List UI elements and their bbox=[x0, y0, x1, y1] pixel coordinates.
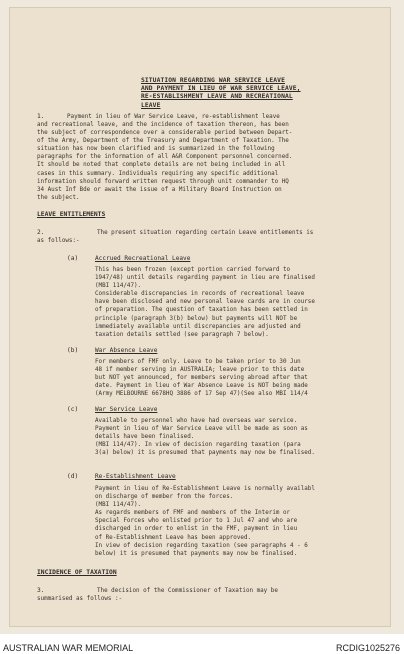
paragraph-number: 3. bbox=[37, 587, 45, 594]
section-body bbox=[95, 417, 315, 457]
paragraph-line: cases in this summary. Individuals requiring any specific additional bbox=[37, 170, 279, 177]
section-heading: Re-Establishment Leave bbox=[95, 473, 176, 480]
section-line: (MBI 114/47). bbox=[95, 283, 142, 290]
section-letter: (c) bbox=[67, 406, 79, 413]
title-line: AND PAYMENT IN LIEU OF WAR SERVICE LEAVE, bbox=[141, 85, 301, 93]
section-line: 3(a) below) it is presumed that payments may now be finalised. bbox=[95, 450, 315, 457]
paragraph-line: situation has now been clarified and is summarized in the following bbox=[37, 146, 275, 153]
section-line: In view of decision regarding taxation (see paragraphs 4 - 6 bbox=[95, 542, 308, 549]
document-page bbox=[9, 7, 391, 627]
section-heading: War Service Leave bbox=[95, 406, 158, 413]
section-line: immediately available until discrepancies are adjusted and bbox=[95, 323, 301, 330]
section-line: Considerable discrepancies in records of recreational leave bbox=[95, 291, 305, 298]
section-body bbox=[95, 266, 315, 339]
section-heading: War Absence Leave bbox=[95, 347, 158, 354]
section-letter: (b) bbox=[67, 347, 79, 354]
archive-footer bbox=[0, 634, 404, 654]
section-line: (MBI 114/47). In view of decision regarding taxation (para bbox=[95, 442, 301, 449]
section-line: but NOT yet announced, for members serving abroad after that bbox=[95, 375, 308, 382]
paragraph-3-second-line: summarised as follows :- bbox=[37, 596, 123, 602]
paragraph-line: It should be noted that complete details are not being included in all bbox=[37, 162, 286, 169]
paragraph-number: 1. bbox=[37, 113, 45, 120]
section-line: Payment in lieu of Re-Establishment Leave is normally availabl bbox=[95, 486, 315, 492]
section-line: Available to personnel who have had overseas war service. bbox=[95, 418, 298, 424]
paragraph-1-body bbox=[37, 121, 292, 202]
paragraph-line: the subject. bbox=[37, 194, 80, 201]
section-line: Payment in lieu of War Service Leave will be made as soon as bbox=[95, 426, 308, 433]
section-body bbox=[95, 358, 308, 398]
paragraph-1 bbox=[67, 113, 280, 121]
section-line: (Army MELBOURNE 6678HQ 3886 of 17 Sep 47)(See also MBI 114/4 bbox=[95, 391, 308, 398]
section-line: 48 if member serving in AUSTRALIA; leave prior to this date bbox=[95, 367, 305, 374]
section-line: As regards members of FMF and members of the Interim or bbox=[95, 510, 291, 517]
section-line: Special Forces who enlisted prior to 1 Jul 47 and who are bbox=[95, 518, 298, 525]
archive-name: AUSTRALIAN WAR MEMORIAL bbox=[3, 643, 134, 653]
paragraph-line: the subject of correspondence over a considerable period between Depart- bbox=[37, 130, 293, 137]
title-line: LEAVE bbox=[141, 101, 161, 109]
section-line: of preparation. The question of taxation has been settled in bbox=[95, 307, 308, 314]
section-line: below) it is presumed that payments may now be finalised. bbox=[95, 550, 298, 557]
document-title bbox=[141, 77, 351, 110]
title-line: SITUATION REGARDING WAR SERVICE LEAVE bbox=[141, 77, 285, 84]
section-line: 1947/48) until details regarding payment in lieu are finalised bbox=[95, 275, 315, 282]
paragraph-2-second-line: as follows:- bbox=[37, 238, 80, 244]
section-line: taxation details settled (see paragraph 7 below). bbox=[95, 331, 269, 338]
archive-record-id: RCDIG1025276 bbox=[335, 643, 400, 653]
leave-entitlements-heading: LEAVE ENTITLEMENTS bbox=[37, 211, 106, 218]
section-heading: Accrued Recreational Leave bbox=[95, 255, 191, 262]
section-line: For members of FMF only. Leave to be taken prior to 30 Jun bbox=[95, 359, 301, 365]
section-line: discharged in order to enlist in the FMF, payment in lieu bbox=[95, 526, 298, 533]
section-letter: (d) bbox=[67, 473, 79, 480]
paragraph-line: 34 Aust Inf Bde or await the issue of a Military Board Instruction on bbox=[37, 186, 282, 193]
paragraph-number: 2. bbox=[37, 229, 45, 236]
paragraph-line: of the Army, Department of the Treasury and Department of Taxation. The bbox=[37, 138, 289, 145]
paragraph-line: paragraphs for the information of all A&R Component personnel concerned. bbox=[37, 154, 293, 161]
incidence-of-taxation-heading: INCIDENCE OF TAXATION bbox=[37, 569, 117, 576]
title-line: RE-ESTABLISHMENT LEAVE AND RECREATIONAL bbox=[141, 93, 293, 101]
section-letter: (a) bbox=[67, 255, 79, 262]
section-line: have been disclosed and new personal leave cards are in course bbox=[95, 299, 315, 306]
section-line: date. Payment in lieu of War Absence Leave is NOT being made bbox=[95, 383, 308, 390]
section-line: on discharge of member from the forces. bbox=[95, 494, 234, 501]
section-body bbox=[95, 485, 315, 558]
paragraph-3-first-line: The decision of the Commissioner of Taxation may be bbox=[97, 588, 278, 594]
paragraph-line: and recreational leave, and the incidence of taxation thereon, has been bbox=[37, 122, 289, 128]
paragraph-2-first-line: The present situation regarding certain Leave entitlements is bbox=[97, 230, 314, 236]
section-line: of Re-Establishment Leave has been approved. bbox=[95, 534, 252, 541]
section-line: (MBI 114/47). bbox=[95, 502, 142, 509]
paragraph-line: Payment in lieu of War Service Leave, re-establishment leave bbox=[67, 114, 280, 120]
section-line: This has been frozen (except portion carried forward to bbox=[95, 267, 291, 273]
section-line: principle (paragraph 3(b) below) but payments will NOT be bbox=[95, 315, 298, 322]
section-line: details have been finalised. bbox=[95, 434, 195, 441]
paragraph-line: information should forward written request through unit commander to HQ bbox=[37, 178, 289, 185]
